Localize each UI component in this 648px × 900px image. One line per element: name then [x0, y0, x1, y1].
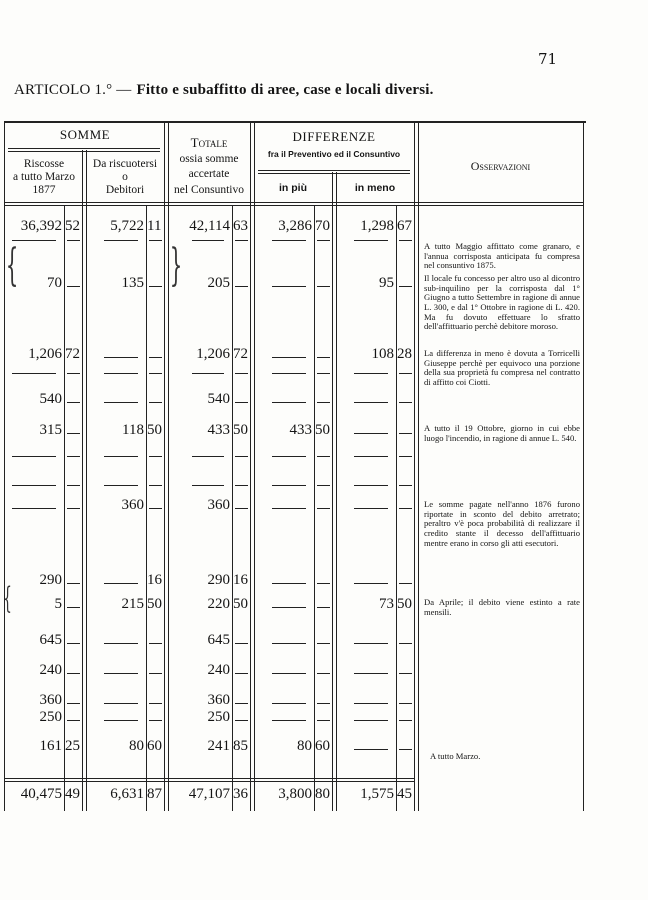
table-row-8-in_meno-int: 73 — [379, 596, 394, 612]
table-row-3-riscosse-dec: 72 — [65, 346, 80, 362]
table-row-9-in_piu-dec-dash — [317, 643, 330, 644]
article-heading — [14, 80, 434, 99]
dash-row-2-debitori-int — [104, 373, 138, 374]
table-row-11-in_meno-dec-dash — [399, 703, 412, 704]
table-row-10-riscosse-int: 240 — [39, 662, 62, 678]
table-row-4-riscosse-int: 540 — [39, 391, 62, 407]
table-row-4-in_piu-dec-dash — [317, 402, 330, 403]
table-row-2-in_meno-dec-dash — [399, 286, 412, 287]
table-row-6-in_piu-int-dash — [272, 508, 306, 509]
dash-row-4-riscosse-int — [12, 485, 56, 486]
table-row-12-in_piu-dec-dash — [317, 720, 330, 721]
table-row-3-totale-dec: 72 — [233, 346, 248, 362]
table-row-10-totale-dec-dash — [235, 673, 248, 674]
header-totale-line1: Totale — [190, 135, 228, 150]
table-row-13-totale-int: 241 — [207, 738, 230, 754]
dash-row-3-totale-int — [192, 456, 224, 457]
header-osservazioni: Osservazioni — [470, 159, 531, 173]
header-riscosse-line3: 1877 — [32, 184, 56, 197]
table-row-5-debitori-dec: 50 — [147, 422, 162, 438]
table-row-1-totale-int: 42,114 — [189, 218, 230, 234]
dash-row-4-totale-int — [192, 485, 224, 486]
table-row-2-debitori-int: 135 — [121, 275, 144, 291]
dash-row-2-riscosse-int — [12, 373, 56, 374]
totals-row-in_meno-int: 1,575 — [360, 786, 394, 802]
article-label: ARTICOLO 1.° — — [14, 82, 132, 98]
table-row-2-in_meno-int: 95 — [379, 275, 394, 291]
table-row-12-in_piu-int-dash — [272, 720, 306, 721]
table-row-5-in_piu-dec: 50 — [315, 422, 330, 438]
table-row-1-debitori-int: 5,722 — [110, 218, 144, 234]
header-fra-preventivo: fra il Preventivo ed il Consuntivo — [267, 149, 401, 159]
table-row-13-totale-dec: 85 — [233, 738, 248, 754]
table-row-11-in_piu-int-dash — [272, 703, 306, 704]
table-row-4-in_meno-int-dash — [354, 402, 388, 403]
table-row-3-totale-int: 1,206 — [196, 346, 230, 362]
table-row-4-in_meno-dec-dash — [399, 402, 412, 403]
totals-row-debitori-dec: 87 — [147, 786, 162, 802]
dash-row-3-totale-dec — [235, 456, 248, 457]
table-row-1-riscosse-int: 36,392 — [20, 218, 62, 234]
dash-row-1-debitori-int — [104, 240, 138, 241]
table-row-7-totale-int: 290 — [207, 572, 230, 588]
dash-row-3-in_piu-int — [272, 456, 306, 457]
table-row-6-totale-dec-dash — [235, 508, 248, 509]
table-row-10-totale-int: 240 — [207, 662, 230, 678]
table-row-4-totale-int: 540 — [207, 391, 230, 407]
table-row-12-in_meno-dec-dash — [399, 720, 412, 721]
table-row-12-totale-int: 250 — [207, 709, 230, 725]
table-row-7-in_piu-int-dash — [272, 583, 306, 584]
dash-row-3-in_meno-dec — [399, 456, 412, 457]
header-differenze: DIFFERENZE — [292, 129, 376, 144]
table-row-5-totale-int: 433 — [207, 422, 230, 438]
table-row-10-in_meno-int-dash — [354, 673, 388, 674]
brace-mid-icon: } — [169, 240, 183, 291]
dash-row-2-in_meno-dec — [399, 373, 412, 374]
header-in-piu: in più — [279, 182, 307, 194]
dash-row-2-riscosse-dec — [67, 373, 80, 374]
dash-row-2-totale-int — [192, 373, 224, 374]
header-in-meno: in meno — [354, 182, 396, 194]
observation-6: Da Aprile; il debito viene estinto a rate mensili. — [424, 597, 580, 617]
table-row-13-riscosse-dec: 25 — [65, 738, 80, 754]
table-row-3-in_meno-int: 108 — [371, 346, 394, 362]
header-da-riscuotersi-line1: Da riscuotersi — [92, 158, 158, 170]
table-row-3-in_meno-dec: 28 — [397, 346, 412, 362]
table-row-5-in_meno-dec-dash — [399, 433, 412, 434]
table-row-13-in_piu-int: 80 — [297, 738, 312, 754]
table-row-6-in_meno-dec-dash — [399, 508, 412, 509]
table-row-13-in_meno-dec-dash — [399, 749, 412, 750]
dash-row-1-in_piu-int — [272, 240, 306, 241]
totals-row-totale-int: 47,107 — [188, 786, 230, 802]
table-row-13-in_meno-int-dash — [354, 749, 388, 750]
observation-7: A tutto Marzo. — [430, 751, 481, 761]
table-row-8-totale-int: 220 — [207, 596, 230, 612]
table-row-13-in_piu-dec: 60 — [315, 738, 330, 754]
dash-row-4-in_piu-dec — [317, 485, 330, 486]
table-row-11-in_piu-dec-dash — [317, 703, 330, 704]
table-row-3-riscosse-int: 1,206 — [28, 346, 62, 362]
table-row-9-in_meno-int-dash — [354, 643, 388, 644]
table-row-1-in_meno-dec: 67 — [397, 218, 412, 234]
table-row-2-totale-int: 205 — [207, 275, 230, 291]
dash-row-4-in_piu-int — [272, 485, 306, 486]
table-row-7-riscosse-int: 290 — [39, 572, 62, 588]
table-row-5-debitori-int: 118 — [122, 422, 144, 438]
article-title: Fitto e subaffitto di aree, case e locali diversi. — [136, 82, 434, 98]
totals-row-riscosse-dec: 49 — [65, 786, 80, 802]
observation-3: La differenza in meno è dovuta a Torricelli Giuseppe perchè per equivoco una porzione della sua proprietà fu compresa nel contratto di affitto coi Ciotti. — [424, 348, 580, 387]
table-row-9-in_piu-int-dash — [272, 643, 306, 644]
brace-left-icon: { — [5, 240, 19, 291]
table-row-5-in_meno-int-dash — [354, 433, 388, 434]
dash-row-4-totale-dec — [235, 485, 248, 486]
table-row-9-totale-dec-dash — [235, 643, 248, 644]
observation-2: Il locale fu concesso per altro uso al dicontro sub-inquilino per la corrisposta dal 1° Giugno a tutto Settembre in ragione di annue L. 300, e dal 1° Ottobre in ragione di L. 420. Ma fu dovuto effettuare lo sfratto dell'affittuario perchè debitore moroso. — [424, 273, 580, 332]
dash-row-3-in_piu-dec — [317, 456, 330, 457]
table-row-11-riscosse-int: 360 — [39, 692, 62, 708]
dash-row-4-riscosse-dec — [67, 485, 80, 486]
table-row-9-riscosse-int: 645 — [39, 632, 62, 648]
totals-row-in_piu-int: 3,800 — [278, 786, 312, 802]
table-row-4-totale-dec-dash — [235, 402, 248, 403]
table-row-1-totale-dec: 63 — [233, 218, 248, 234]
table-row-10-in_meno-dec-dash — [399, 673, 412, 674]
table-row-11-totale-int: 360 — [207, 692, 230, 708]
table-row-7-in_piu-dec-dash — [317, 583, 330, 584]
table-row-12-totale-dec-dash — [235, 720, 248, 721]
table-row-6-in_piu-dec-dash — [317, 508, 330, 509]
dash-row-1-debitori-dec — [149, 240, 162, 241]
table-row-5-in_piu-int: 433 — [289, 422, 312, 438]
dash-row-3-riscosse-int — [12, 456, 56, 457]
totals-row-in_piu-dec: 80 — [315, 786, 330, 802]
table-row-8-debitori-int: 215 — [121, 596, 144, 612]
table-row-13-riscosse-int: 161 — [39, 738, 62, 754]
table-row-8-riscosse-int: 5 — [54, 596, 62, 612]
table-row-13-debitori-int: 80 — [129, 738, 144, 754]
dash-row-4-debitori-int — [104, 485, 138, 486]
header-totale-line2: ossia somme — [179, 152, 239, 165]
header-da-riscuotersi — [86, 158, 164, 198]
brace-left-2-icon: { — [3, 581, 12, 616]
header-totale-line3: accertate — [188, 168, 230, 181]
table-row-6-debitori-int: 360 — [121, 497, 144, 513]
table-row-10-in_piu-int-dash — [272, 673, 306, 674]
header-da-riscuotersi-line3: Debitori — [105, 184, 145, 197]
header-totale-line4: nel Consuntivo — [174, 183, 244, 196]
header-somme: SOMME — [59, 127, 111, 142]
observation-4: A tutto il 19 Ottobre, giorno in cui ebbe luogo l'incendio, in ragione di annue L. 540. — [424, 423, 580, 443]
dash-row-4-in_meno-dec — [399, 485, 412, 486]
table-row-7-in_meno-dec-dash — [399, 583, 412, 584]
table-row-7-totale-dec: 16 — [233, 572, 248, 588]
totals-row-totale-dec: 36 — [233, 786, 248, 802]
table-row-9-totale-int: 645 — [207, 632, 230, 648]
dash-row-2-totale-dec — [235, 373, 248, 374]
table-row-8-totale-dec: 50 — [233, 596, 248, 612]
dash-row-1-in_piu-dec — [317, 240, 330, 241]
totals-row-debitori-int: 6,631 — [110, 786, 144, 802]
table-row-12-in_meno-int-dash — [354, 720, 388, 721]
dash-row-2-in_piu-dec — [317, 373, 330, 374]
table-row-5-riscosse-int: 315 — [39, 422, 62, 438]
table-row-7-in_meno-int-dash — [354, 583, 388, 584]
dash-row-3-riscosse-dec — [67, 456, 80, 457]
table-row-11-totale-dec-dash — [235, 703, 248, 704]
table-row-11-in_meno-int-dash — [354, 703, 388, 704]
dash-row-3-debitori-int — [104, 456, 138, 457]
table-row-12-riscosse-int: 250 — [39, 709, 62, 725]
header-da-riscuotersi-line2: o — [122, 171, 128, 184]
table-row-1-debitori-dec: 11 — [147, 218, 162, 234]
table-row-5-totale-dec: 50 — [233, 422, 248, 438]
totals-row-riscosse-int: 40,475 — [20, 786, 62, 802]
dash-row-1-in_meno-dec — [399, 240, 412, 241]
dash-row-2-in_piu-int — [272, 373, 306, 374]
dash-row-3-debitori-dec — [149, 456, 162, 457]
table-row-6-totale-int: 360 — [207, 497, 230, 513]
dash-row-1-in_meno-int — [354, 240, 388, 241]
table-row-7-debitori-dec: 16 — [147, 572, 162, 588]
table-row-8-in_meno-dec: 50 — [397, 596, 412, 612]
observation-1: A tutto Maggio affittato come granaro, e l'annua corrisposta anticipata fu compresa nel consuntivo 1875. — [424, 241, 580, 271]
dash-row-1-riscosse-int — [12, 240, 56, 241]
dash-row-2-debitori-dec — [149, 373, 162, 374]
totals-row-in_meno-dec: 45 — [397, 786, 412, 802]
table-row-6-in_meno-int-dash — [354, 508, 388, 509]
header-riscosse-line1: Riscosse — [23, 158, 65, 170]
observation-5: Le somme pagate nell'anno 1876 furono riportate in sconto del debito arretrato; peraltro v'è poca probabilità di realizzare il credito stante il decesso dell'affittuario mentre erano in corso gli atti esecutori. — [424, 499, 580, 548]
dash-row-1-totale-int — [192, 240, 224, 241]
table-row-1-in_piu-int: 3,286 — [278, 218, 312, 234]
dash-row-2-in_meno-int — [354, 373, 388, 374]
dash-row-4-in_meno-int — [354, 485, 388, 486]
table-row-10-in_piu-dec-dash — [317, 673, 330, 674]
table-row-8-debitori-dec: 50 — [147, 596, 162, 612]
table-row-13-debitori-dec: 60 — [147, 738, 162, 754]
dash-row-1-riscosse-dec — [67, 240, 80, 241]
table-row-2-riscosse-int: 70 — [47, 275, 62, 291]
table-row-1-in_meno-int: 1,298 — [360, 218, 394, 234]
header-riscosse-line2: a tutto Marzo — [13, 171, 75, 184]
table-row-1-riscosse-dec: 52 — [65, 218, 80, 234]
dash-row-4-debitori-dec — [149, 485, 162, 486]
header-riscosse — [6, 158, 82, 198]
dash-row-3-in_meno-int — [354, 456, 388, 457]
dash-row-1-totale-dec — [235, 240, 248, 241]
table-row-4-in_piu-int-dash — [272, 402, 306, 403]
table-row-9-in_meno-dec-dash — [399, 643, 412, 644]
table-row-1-in_piu-dec: 70 — [315, 218, 330, 234]
page-number: 71 — [538, 50, 558, 68]
header-totale — [168, 134, 250, 198]
